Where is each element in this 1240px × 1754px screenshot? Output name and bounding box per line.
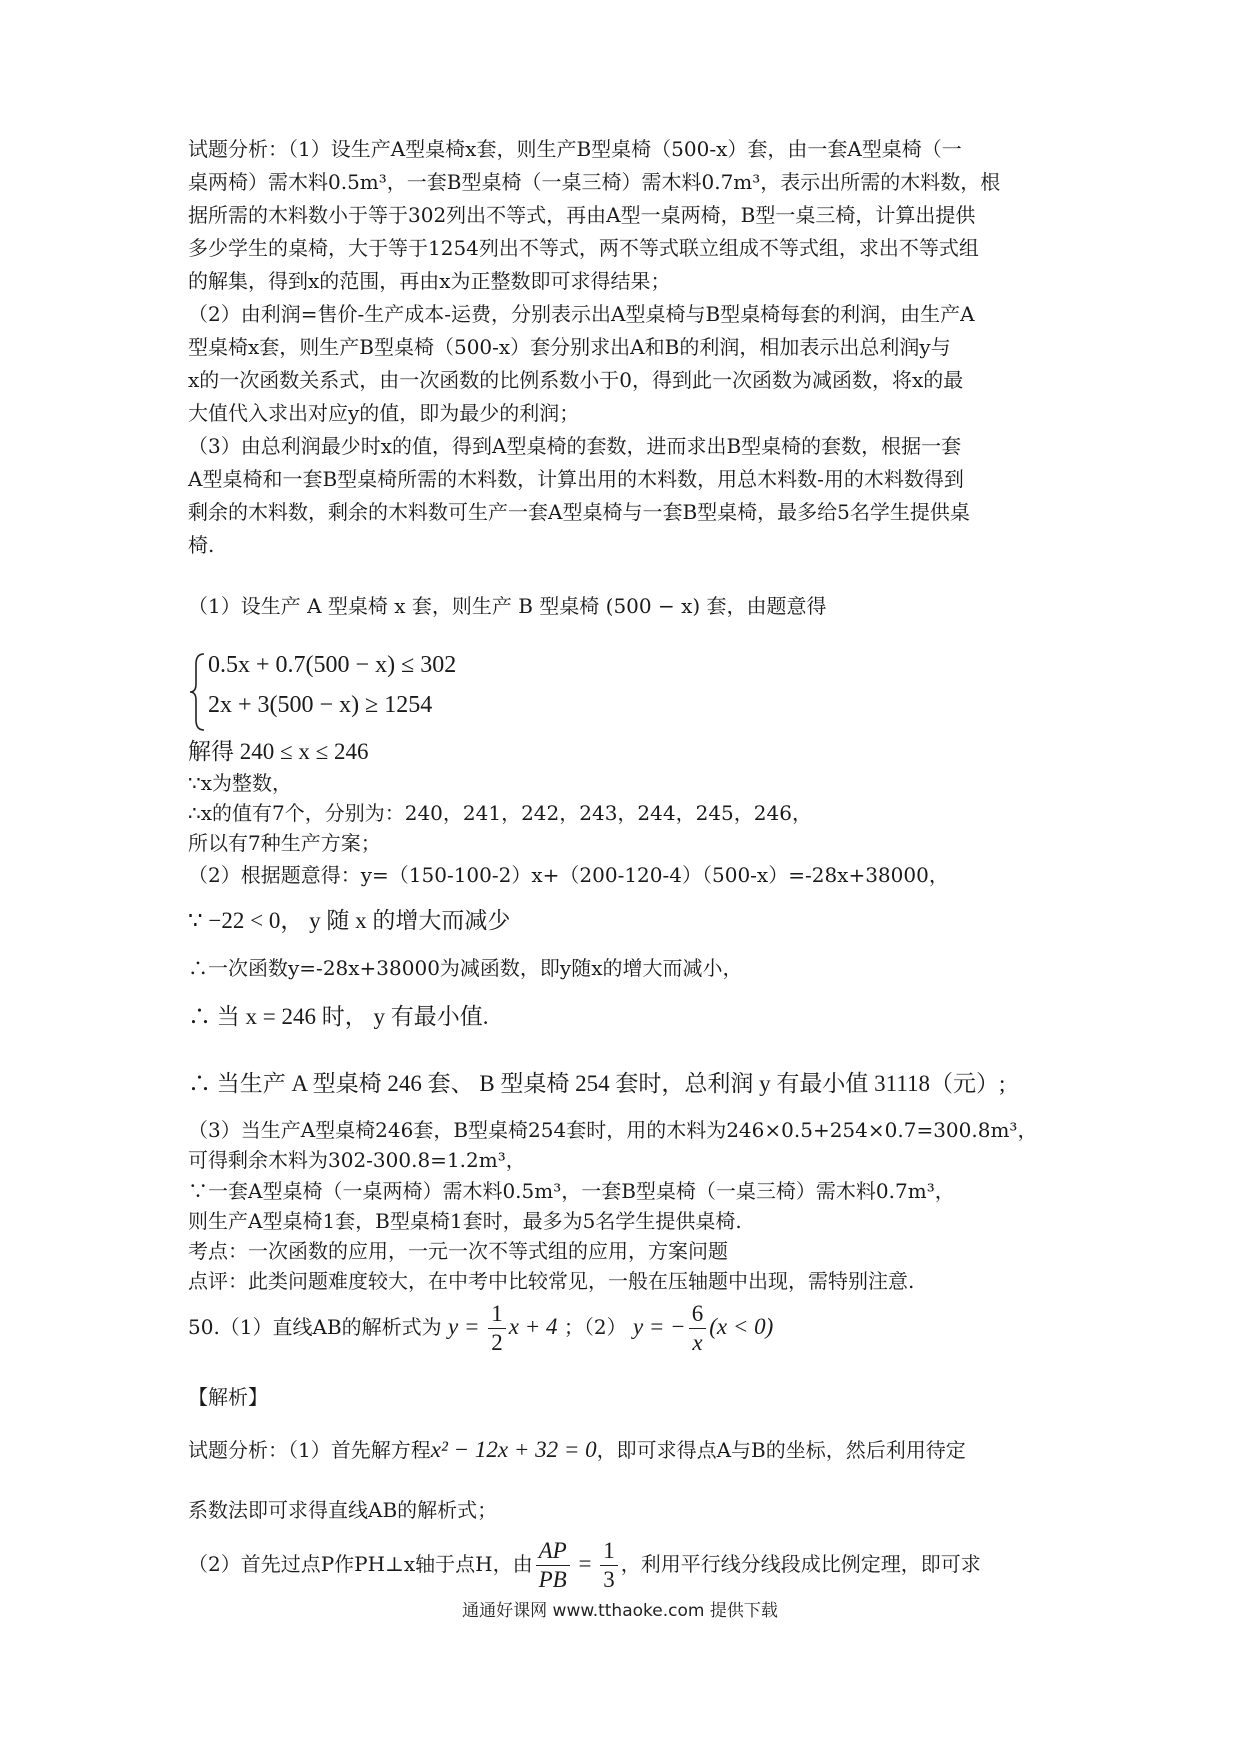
analysis-line: A型桌椅和一套B型桌椅所需的木料数，计算出用的木料数，用总木料数-用的木料数得到	[188, 467, 964, 491]
q50-analysis-2	[188, 1536, 981, 1594]
solution-since: ∵ −22 < 0， y 随 x 的增大而减少	[188, 908, 511, 933]
q50-answer-prefix: 50.（1）直线AB的解析式为	[188, 1315, 442, 1339]
q50-ratio-frac	[536, 1537, 570, 1594]
q50-ratio-eq: =	[572, 1551, 598, 1576]
q50-frac1-den: 2	[491, 1330, 503, 1355]
analysis-line: 剩余的木料数，剩余的木料数可生产一套A型桌椅与一套B型桌椅，最多给5名学生提供桌	[188, 500, 970, 524]
q50-eq1-tail: x + 4	[508, 1314, 558, 1339]
solution-part3a: （3）当生产A型桌椅246套，B型桌椅254套时，用的木料为246×0.5+254×0.7=300.8m³，	[188, 1118, 1038, 1142]
solution-integer: ∵x为整数，	[188, 771, 293, 795]
q50-analysis-1c: 系数法即可求得直线AB的解析式；	[188, 1498, 498, 1522]
analysis-line: x的一次函数关系式，由一次函数的比例系数小于0，得到此一次函数为减函数，将x的最	[188, 368, 964, 392]
analysis-paragraph	[188, 133, 1068, 562]
analysis-line: 椅.	[188, 533, 215, 557]
analysis-line: 大值代入求出对应y的值，即为最少的利润；	[188, 401, 580, 425]
solution-conclusion: ∴ 当生产 A 型桌椅 246 套、 B 型桌椅 254 套时，总利润 y 有最小值 31118（元）;	[188, 1071, 1006, 1096]
inequality-1: 0.5x + 0.7(500 − x) ≤ 302	[208, 652, 457, 678]
q50-sep: ；（2）	[563, 1315, 627, 1339]
inequality-2: 2x + 3(500 − x) ≥ 1254	[208, 692, 433, 718]
q50-eq2: y = −	[632, 1314, 686, 1339]
q50-analysis-1	[188, 1437, 966, 1463]
q50-frac2-num: 6	[689, 1300, 707, 1329]
q50-eq1: y =	[448, 1314, 486, 1339]
solution-plans: 所以有7种生产方案；	[188, 831, 381, 855]
solution-min: ∴ 当 x = 246 时， y 有最小值.	[188, 1004, 489, 1029]
q50-frac2	[689, 1300, 707, 1357]
solution-setup: （1）设生产 A 型桌椅 x 套，则生产 B 型桌椅 (500 − x) 套，由题意得	[188, 594, 827, 618]
q50-frac1	[488, 1300, 506, 1357]
solution-part3b: 可得剩余木料为302-300.8=1.2m³，	[188, 1148, 526, 1172]
analysis-line: （3）由总利润最少时x的值，得到A型桌椅的套数，进而求出B型桌椅的套数，根据一套	[188, 434, 962, 458]
q50-eq2-tail: (x < 0)	[709, 1314, 774, 1339]
q50-ratio-value-num: 1	[600, 1537, 618, 1566]
q50-answer	[188, 1299, 773, 1357]
analysis-line: 多少学生的桌椅，大于等于1254列出不等式，两不等式联立组成不等式组，求出不等式组	[188, 236, 979, 260]
q50-analysis-1a: 试题分析：（1）首先解方程	[188, 1438, 431, 1462]
jiexi-heading: 【解析】	[188, 1385, 268, 1409]
analysis-line: （2）由利润=售价-生产成本-运费，分别表示出A型桌椅与B型桌椅每套的利润，由生产A	[188, 302, 975, 326]
solution-part3d: 则生产A型桌椅1套，B型桌椅1套时，最多为5名学生提供桌椅.	[188, 1209, 742, 1233]
q50-frac1-num: 1	[488, 1300, 506, 1329]
dianping: 点评：此类问题难度较大，在中考中比较常见，一般在压轴题中出现，需特别注意.	[188, 1269, 915, 1293]
page-footer: 通通好课网 www.tthaoke.com 提供下载	[462, 1601, 778, 1621]
inequality-brace	[188, 652, 208, 732]
analysis-line: 的解集，得到x的范围，再由x为正整数即可求得结果；	[188, 269, 671, 293]
q50-ratio-value-den: 3	[603, 1567, 615, 1592]
q50-ratio-value	[600, 1537, 618, 1594]
q50-analysis-1b: ，即可求得点A与B的坐标，然后利用待定	[596, 1438, 966, 1462]
analysis-line: 试题分析：（1）设生产A型桌椅x套，则生产B型桌椅（500-x）套，由一套A型桌椅（一	[188, 137, 962, 161]
solution-part3c: ∵一套A型桌椅（一桌两椅）需木料0.5m³，一套B型桌椅（一桌三椅）需木料0.7m³，	[188, 1179, 955, 1203]
q50-analysis-2a: （2）首先过点P作PH⊥x轴于点H，由	[188, 1552, 533, 1576]
solution-values: ∴x的值有7个，分别为：240，241，242，243，244，245，246，	[188, 801, 812, 825]
solution-decreasing: ∴一次函数y=-28x+38000为减函数，即y随x的增大而减小，	[188, 956, 743, 980]
solution-range: 解得 240 ≤ x ≤ 246	[188, 739, 369, 764]
q50-frac2-den: x	[692, 1330, 703, 1355]
q50-analysis-2b: ，利用平行线分线段成比例定理，即可求	[620, 1552, 981, 1576]
q50-ratio-num: AP	[536, 1537, 570, 1566]
analysis-line: 据所需的木料数小于等于302列出不等式，再由A型一桌两椅，B型一桌三椅，计算出提供	[188, 203, 976, 227]
analysis-line: 桌两椅）需木料0.5m³，一套B型桌椅（一桌三椅）需木料0.7m³，表示出所需的木料数，根	[188, 170, 1001, 194]
kaodian: 考点：一次函数的应用，一元一次不等式组的应用，方案问题	[188, 1239, 728, 1263]
q50-quadratic: x² − 12x + 32 = 0	[430, 1437, 597, 1462]
solution-part2: （2）根据题意得：y=（150-100-2）x+（200-120-4）（500-x）=-28x+38000，	[188, 863, 949, 887]
q50-ratio-den: PB	[538, 1567, 567, 1592]
analysis-line: 型桌椅x套，则生产B型桌椅（500-x）套分别求出A和B的利润，相加表示出总利润y与	[188, 335, 951, 359]
